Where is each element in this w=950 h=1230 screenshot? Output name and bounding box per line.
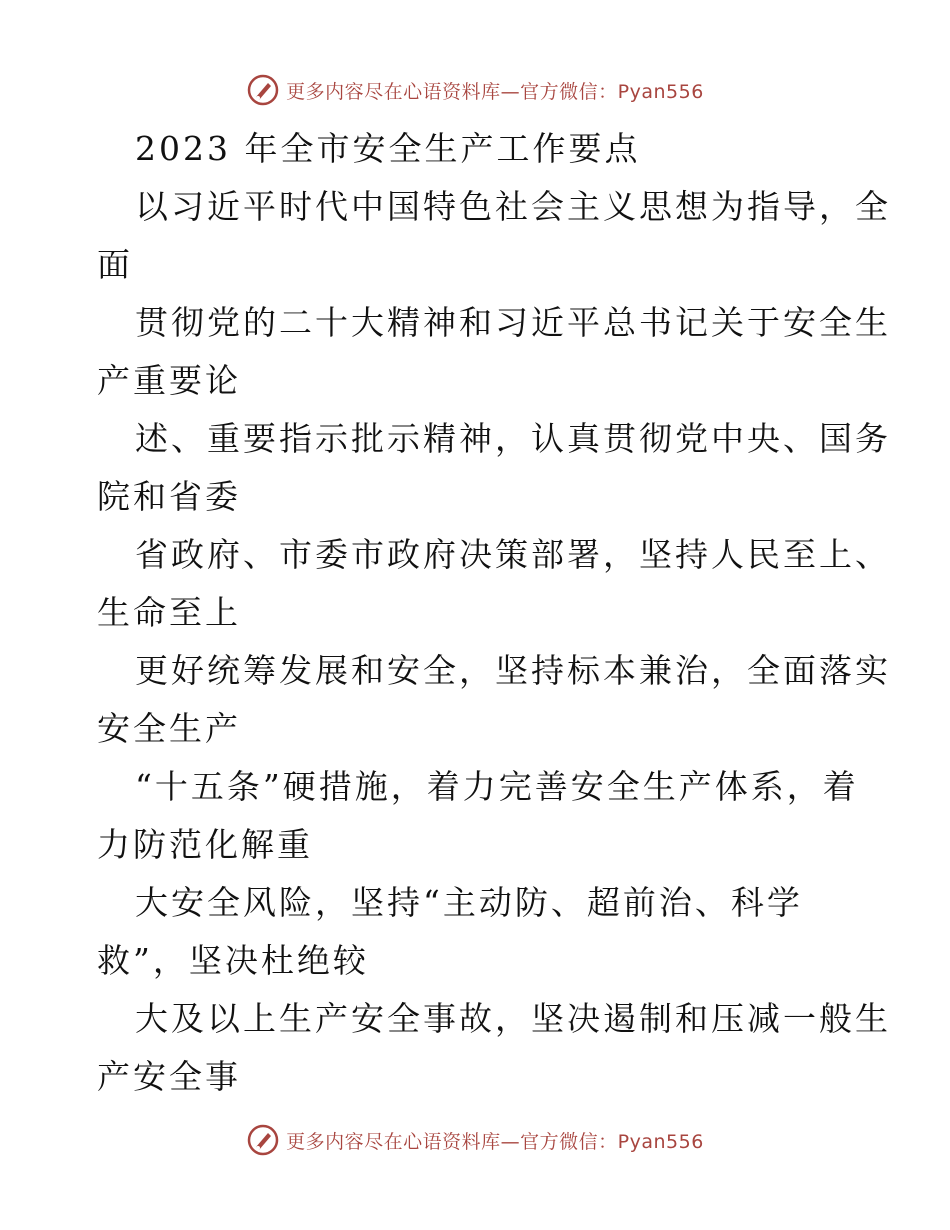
document-body: [97, 120, 891, 1106]
text-line: 以习近平时代中国特色社会主义思想为指导，全: [135, 187, 891, 226]
pen-nib-circle-icon: [246, 1123, 280, 1157]
text-line: 面: [97, 245, 133, 284]
text-line: 产重要论: [97, 361, 241, 400]
text-line: 院和省委: [97, 477, 241, 516]
pen-nib-circle-icon: [246, 73, 280, 107]
text-line: “十五条”硬措施，着力完善安全生产体系，着: [135, 767, 859, 806]
text-line: 省政府、市委市政府决策部署，坚持人民至上、: [135, 535, 891, 574]
text-line: 大安全风险，坚持“主动防、超前治、科学: [135, 883, 803, 922]
text-line: 贯彻党的二十大精神和习近平总书记关于安全生: [135, 303, 891, 342]
text-line: 救”，坚决杜绝较: [97, 941, 369, 980]
text-line: 生命至上: [97, 593, 241, 632]
text-line: 安全生产: [97, 709, 241, 748]
watermark-text: 更多内容尽在心语资料库—官方微信：Pyan556: [286, 1130, 704, 1153]
text-line: 力防范化解重: [97, 825, 313, 864]
watermark-footer: [0, 1120, 950, 1160]
text-line: 产安全事: [97, 1057, 241, 1096]
watermark-text: 更多内容尽在心语资料库—官方微信：Pyan556: [286, 80, 704, 103]
watermark-header: [0, 70, 950, 110]
text-line: 述、重要指示批示精神，认真贯彻党中央、国务: [135, 419, 891, 458]
text-line: 大及以上生产安全事故，坚决遏制和压减一般生: [135, 999, 891, 1038]
text-line: 2023 年全市安全生产工作要点: [135, 129, 641, 168]
text-line: 更好统筹发展和安全，坚持标本兼治，全面落实: [135, 651, 891, 690]
